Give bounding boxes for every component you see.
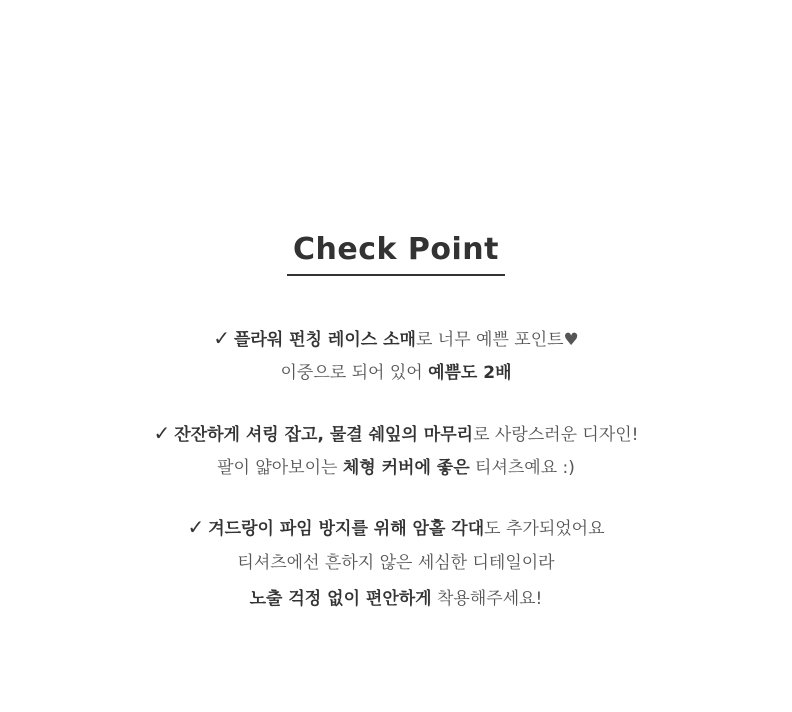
point-3-sub-highlight: 노출 걱정 없이 편안하게	[249, 589, 432, 609]
point-3-line-1	[0, 515, 792, 541]
check-icon: ✓	[213, 326, 230, 350]
point-2-subtext: 팔이 얇아보이는	[217, 458, 343, 478]
page-title: Check Point	[287, 232, 505, 276]
point-2-highlight: 잔잔하게 셔링 잡고, 물결 쉐잎의 마무리	[174, 425, 474, 445]
point-3-line-3	[0, 587, 792, 611]
point-1-sub-highlight: 예쁨도 2배	[428, 363, 512, 383]
point-3-subtext-end: 착용해주세요!	[431, 589, 543, 609]
point-3-text: 도 추가되었어요	[484, 519, 605, 539]
point-1-highlight: 플라워 펀칭 레이스 소매	[233, 330, 416, 350]
point-3-line-2	[0, 551, 792, 575]
point-3-subtext: 티셔츠에선 흔하지 않은 세심한 디테일이라	[237, 553, 555, 573]
point-2-sub-highlight: 체형 커버에 좋은	[342, 458, 470, 478]
title-block	[0, 232, 792, 276]
point-3-highlight: 겨드랑이 파임 방지를 위해 암홀 각대	[208, 519, 485, 539]
point-2-subtext-end: 티셔츠예요 :)	[469, 458, 575, 478]
point-2-line-1	[0, 421, 792, 447]
point-1-line-2	[0, 361, 792, 385]
point-1-text: 로 너무 예쁜 포인트♥	[415, 330, 579, 350]
check-icon: ✓	[153, 421, 171, 445]
check-icon: ✓	[187, 515, 205, 539]
point-2-text: 로 사랑스러운 디자인!	[473, 425, 639, 445]
point-2-line-2	[0, 456, 792, 480]
point-1-line-1	[0, 326, 792, 352]
point-1-subtext: 이중으로 되어 있어	[280, 363, 429, 383]
